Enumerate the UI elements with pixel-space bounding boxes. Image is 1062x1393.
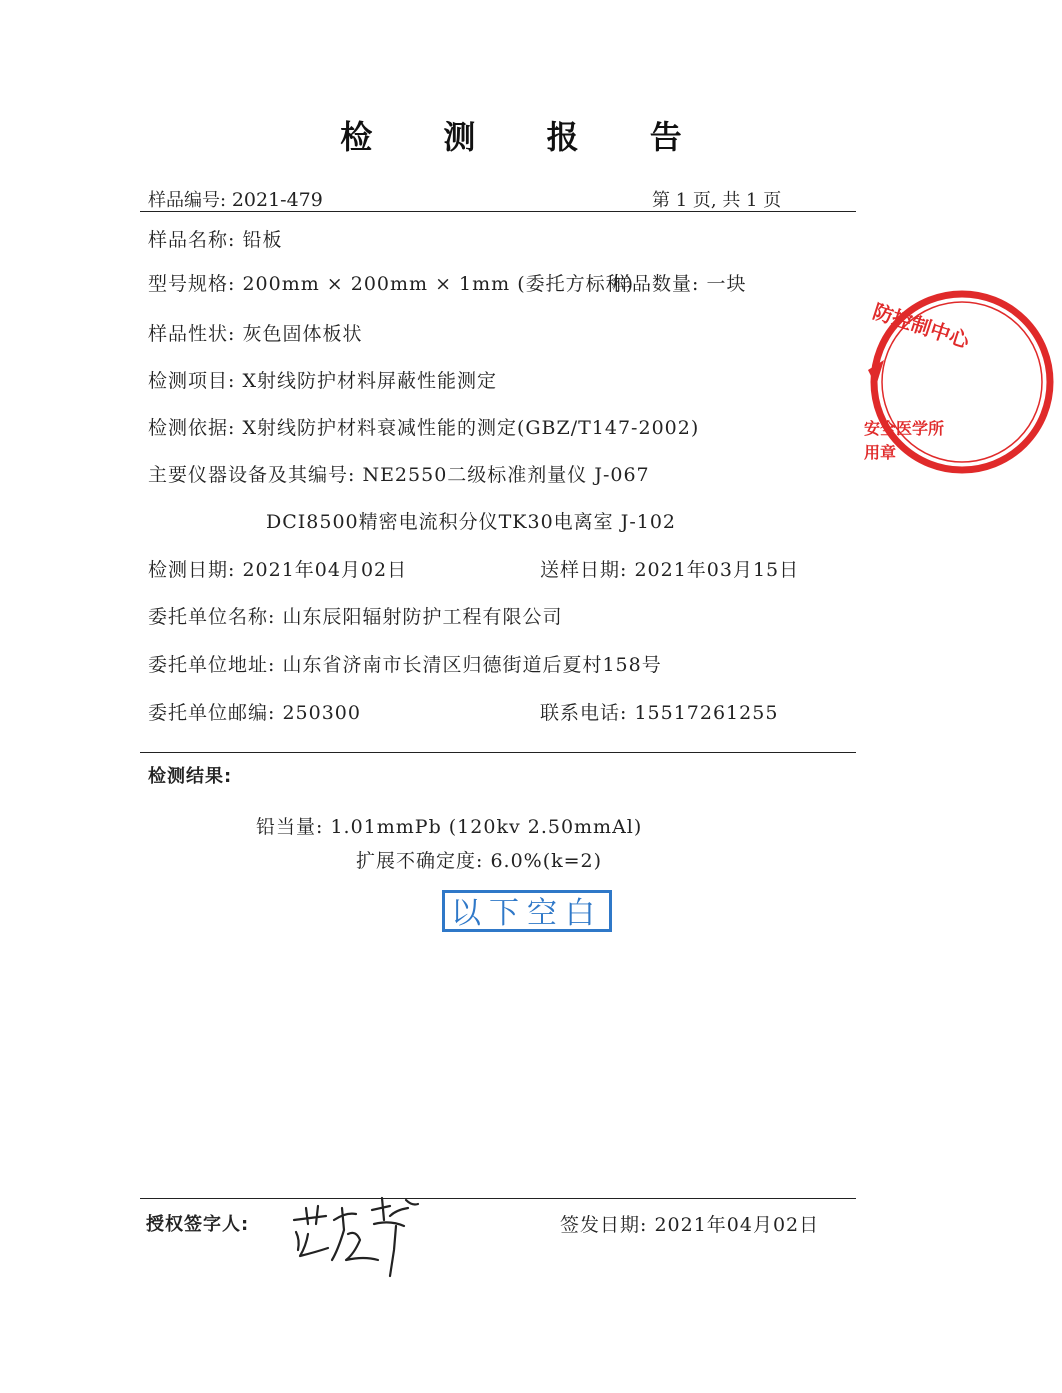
sample-state: 样品性状: 灰色固体板状 [148,323,363,345]
sample-number [148,186,323,212]
header-divider [140,211,856,212]
sample-number-value: 2021-479 [231,189,323,211]
results-divider [140,752,856,753]
equipment-line-1: 主要仪器设备及其编号: NE2550二级标准剂量仪 J-067 [148,464,650,486]
sample-number-label: 样品编号: [148,190,227,211]
model-spec: 型号规格: 200mm × 200mm × 1mm (委托方标称) [148,273,635,295]
client-postcode: 委托单位邮编: 250300 [148,702,361,724]
sample-quantity: 样品数量: 一块 [612,273,747,295]
seal-text-bottom: 用章 [864,443,897,462]
seal-icon [862,282,1062,482]
delivery-date: 送样日期: 2021年03月15日 [540,559,800,581]
blank-below-stamp: 以下空白 [442,890,612,932]
footer-divider [140,1198,856,1199]
official-seal [862,282,973,482]
issue-date: 签发日期: 2021年04月02日 [560,1214,820,1236]
contact-phone: 联系电话: 15517261255 [540,702,779,724]
client-address: 委托单位地址: 山东省济南市长清区归德街道后夏村158号 [148,654,662,676]
seal-text-mid: 安全医学所 [864,419,945,438]
lead-equivalent: 铅当量: 1.01mmPb (120kv 2.50mmAl) [256,816,643,838]
seal-text-top: 防控制中心 [869,299,973,353]
results-label: 检测结果: [148,766,233,787]
expanded-uncertainty: 扩展不确定度: 6.0%(k=2) [356,850,603,872]
equipment-line-2: DCI8500精密电流积分仪TK30电离室 J-102 [266,511,677,533]
page-info: 第 1 页, 共 1 页 [652,190,782,211]
sample-name: 样品名称: 铅板 [148,229,283,251]
test-date: 检测日期: 2021年04月02日 [148,559,408,581]
test-basis: 检测依据: X射线防护材料衰减性能的测定(GBZ/T147-2002) [148,417,700,439]
report-title: 检 测 报 告 [340,118,712,156]
client-name: 委托单位名称: 山东辰阳辐射防护工程有限公司 [148,606,563,628]
signature-icon [286,1190,436,1282]
handwritten-signature [286,1190,436,1282]
signer-label: 授权签字人: [146,1214,250,1235]
test-item: 检测项目: X射线防护材料屏蔽性能测定 [148,370,497,392]
